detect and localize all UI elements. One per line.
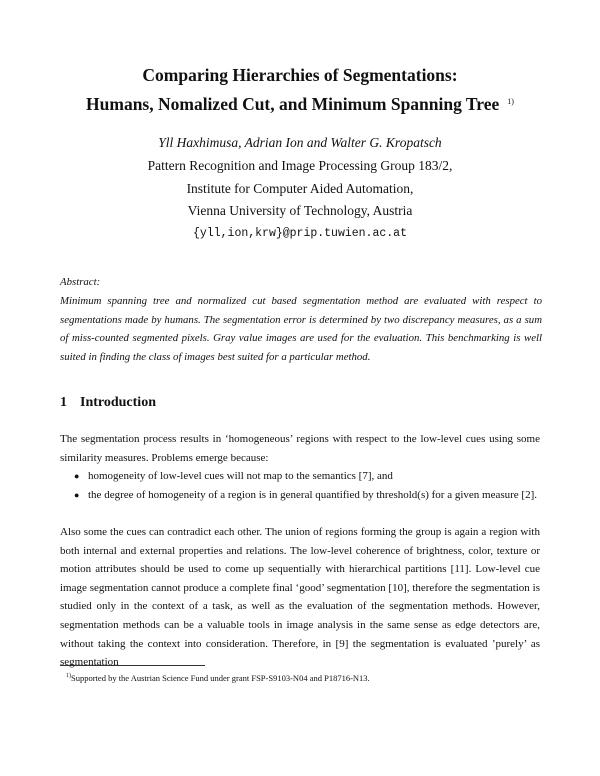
list-item: [74, 486, 540, 505]
list-item-text: homogeneity of low-level cues will not map to the semantics [7], and: [88, 470, 393, 482]
paper-title-line-2: [0, 91, 600, 115]
problem-list: [74, 467, 540, 504]
authors: Yll Haxhimusa, Adrian Ion and Walter G. Kropatsch: [158, 135, 442, 150]
title-footnote-mark: 1): [507, 97, 514, 106]
section-heading: [60, 395, 156, 411]
section-number: 1: [60, 395, 67, 410]
affiliation-line-1: Pattern Recognition and Image Processing Group 183/2,: [147, 158, 453, 173]
list-item-text: the degree of homogeneity of a region is in general quantified by threshold(s) for a given measure [2].: [88, 488, 538, 501]
bullet-icon: ●: [74, 489, 80, 500]
paper-title-line-1: Comparing Hierarchies of Segmentations:: [142, 65, 458, 85]
footnote: [66, 670, 370, 684]
bullet-icon: ●: [74, 471, 80, 481]
footnote-divider: [60, 665, 205, 666]
intro-paragraph-2: Also some the cues can contradict each other. The union of regions forming the group is again a region with both internal and external properties and relations. The low-level coherence of brightness, color, texture or motion attributes should be used to come up sequentially with hierarchical partitions [11]. Low-level cue image segmentation cannot produce a complete final ‘good’ segmentation [10], therefore the segmentation is studied only in the context of a task, as well as the evaluation of the segmentation methods. However, segmentation methods can be a valuable tools in image analysis in the same sense as edge detectors are, without taking the context into consideration. Therefore, in [9] the segmentation is evaluated ’purely’ as segmentation: [60, 526, 540, 669]
author-emails: {yll,ion,krw}@prip.tuwien.ac.at: [193, 227, 407, 240]
abstract-text: Minimum spanning tree and normalized cut based segmentation method are evaluated with respect to segmentations made by humans. The segmentation error is determined by two discrepancy measures, as a sum of miss-counted segmented pixels. Gray value images are used for the evaluation. This benchmarking is well suited in finding the class of images best suited for a particular method.: [60, 295, 542, 363]
footnote-text: Supported by the Austrian Science Fund under grant FSP-S9103-N04 and P18716-N13.: [71, 673, 370, 683]
paper-title-text: Humans, Nomalized Cut, and Minimum Spanning Tree: [86, 94, 500, 114]
abstract-heading: Abstract:: [60, 276, 101, 288]
affiliation-line-2: Institute for Computer Aided Automation,: [186, 181, 414, 196]
section-title: Introduction: [80, 395, 156, 410]
intro-paragraph-1: The segmentation process results in ‘homogeneous’ regions with respect to the low-level cues using some similarity measures. Problems emerge because:: [60, 433, 540, 464]
list-item: [74, 467, 540, 486]
footnote-mark: 1): [66, 673, 71, 679]
affiliation-line-3: Vienna University of Technology, Austria: [187, 203, 413, 218]
